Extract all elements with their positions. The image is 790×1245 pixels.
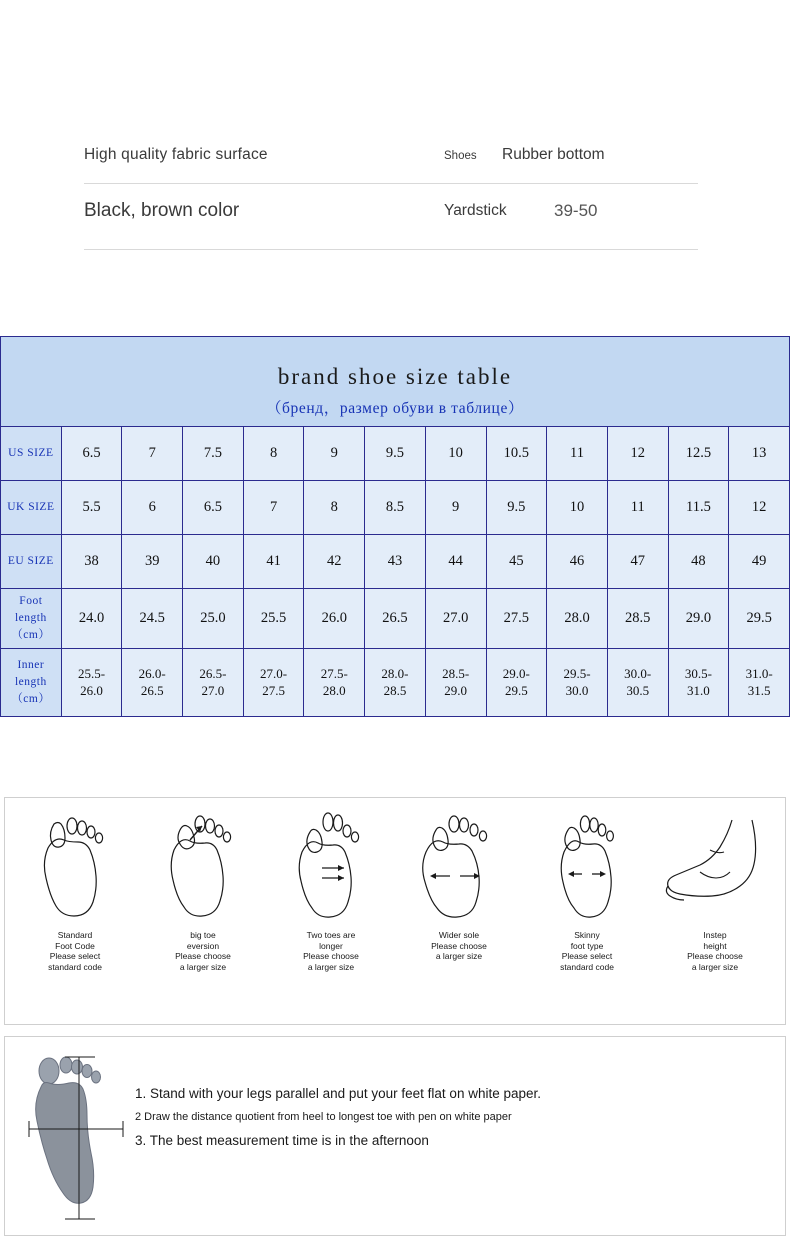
- cell-uk-8: 9.5: [486, 481, 547, 535]
- row-label-uk-size: UK SIZE: [1, 481, 62, 535]
- table-row: [1, 535, 790, 589]
- foot-type-title: Standard Foot Code: [55, 930, 95, 951]
- cell-inner-10: 30.0- 30.5: [607, 649, 668, 717]
- cell-eu-10: 47: [607, 535, 668, 589]
- foot-type-title: big toe eversion: [186, 930, 220, 951]
- cell-eu-9: 46: [547, 535, 608, 589]
- measurement-steps: [135, 1085, 765, 1150]
- row-label-inner-length-unit: （cm）: [11, 693, 51, 706]
- cell-uk-7: 9: [425, 481, 486, 535]
- table-row: [1, 589, 790, 649]
- cell-us-4: 8: [243, 427, 304, 481]
- cell-us-7: 10: [425, 427, 486, 481]
- measurement-instructions-panel: [4, 1036, 786, 1236]
- foot-type-item-standard: [11, 806, 139, 1020]
- cell-eu-2: 39: [122, 535, 183, 589]
- cell-us-2: 7: [122, 427, 183, 481]
- table-row: [1, 481, 790, 535]
- cell-inner-12: 31.0- 31.5: [729, 649, 790, 717]
- cell-inner-1: 25.5- 26.0: [61, 649, 122, 717]
- cell-uk-4: 7: [243, 481, 304, 535]
- spec-key-yardstick: Yardstick: [444, 202, 507, 219]
- cell-eu-3: 40: [183, 535, 244, 589]
- cell-us-5: 9: [304, 427, 365, 481]
- foot-type-caption: [303, 930, 359, 973]
- cell-foot-5: 26.0: [304, 589, 365, 649]
- cell-inner-6: 28.0- 28.5: [365, 649, 426, 717]
- cell-us-1: 6.5: [61, 427, 122, 481]
- cell-foot-8: 27.5: [486, 589, 547, 649]
- foot-type-caption: [175, 930, 231, 973]
- cell-uk-2: 6: [122, 481, 183, 535]
- cell-foot-11: 29.0: [668, 589, 729, 649]
- foot-type-advice: Please choose a larger size: [303, 951, 359, 972]
- measurement-step-3: 3. The best measurement time is in the afternoon: [135, 1133, 429, 1149]
- row-label-foot-length-text: Foot length: [14, 594, 47, 624]
- cell-us-8: 10.5: [486, 427, 547, 481]
- cell-uk-10: 11: [607, 481, 668, 535]
- foot-type-advice: Please select standard code: [48, 951, 102, 972]
- cell-us-12: 13: [729, 427, 790, 481]
- foot-type-item-skinny: [523, 806, 651, 1020]
- foot-wide-sole-icon: [416, 806, 502, 924]
- cell-foot-4: 25.5: [243, 589, 304, 649]
- cell-eu-8: 45: [486, 535, 547, 589]
- row-label-us-size: US SIZE: [1, 427, 62, 481]
- size-table-title: brand shoe size table: [277, 363, 513, 389]
- size-table-section: [0, 336, 790, 717]
- foot-type-caption: [560, 930, 614, 973]
- cell-inner-5: 27.5- 28.0: [304, 649, 365, 717]
- foot-type-title: Skinny foot type: [570, 930, 604, 951]
- cell-uk-5: 8: [304, 481, 365, 535]
- size-table-header: [1, 337, 790, 427]
- cell-us-3: 7.5: [183, 427, 244, 481]
- cell-uk-6: 8.5: [365, 481, 426, 535]
- foot-standard-icon: [32, 806, 118, 924]
- spec-row: [84, 184, 698, 250]
- spec-color-label: Black, brown color: [84, 200, 240, 221]
- spec-value-sole: Rubber bottom: [502, 146, 605, 163]
- cell-us-6: 9.5: [365, 427, 426, 481]
- foot-type-item-instep-height: [651, 806, 779, 1020]
- cell-eu-4: 41: [243, 535, 304, 589]
- cell-uk-3: 6.5: [183, 481, 244, 535]
- row-label-inner-length-text: Inner length: [14, 658, 47, 688]
- foot-type-caption: [687, 930, 743, 973]
- foot-type-item-long-toes: [267, 806, 395, 1020]
- cell-foot-6: 26.5: [365, 589, 426, 649]
- foot-type-caption: [48, 930, 102, 973]
- spec-material-label: High quality fabric surface: [84, 146, 268, 163]
- cell-us-11: 12.5: [668, 427, 729, 481]
- foot-type-advice: Please choose a larger size: [431, 940, 487, 962]
- foot-type-title: Instep height: [703, 930, 727, 951]
- foot-type-title: Two toes are longer: [306, 930, 356, 951]
- foot-type-advice: Please choose a larger size: [687, 951, 743, 972]
- foot-type-advice: Please select standard code: [560, 951, 614, 972]
- foot-type-caption: [431, 930, 487, 962]
- cell-inner-11: 30.5- 31.0: [668, 649, 729, 717]
- cell-inner-3: 26.5- 27.0: [183, 649, 244, 717]
- cell-foot-9: 28.0: [547, 589, 608, 649]
- measurement-step-1: 1. Stand with your legs parallel and put your feet flat on white paper.: [135, 1086, 542, 1101]
- row-label-eu-size: EU SIZE: [1, 535, 62, 589]
- size-table: [0, 336, 790, 717]
- cell-foot-12: 29.5: [729, 589, 790, 649]
- cell-foot-7: 27.0: [425, 589, 486, 649]
- foot-instep-height-icon: [660, 806, 770, 924]
- foot-type-item-wide-sole: [395, 806, 523, 1020]
- cell-foot-3: 25.0: [183, 589, 244, 649]
- cell-inner-8: 29.0- 29.5: [486, 649, 547, 717]
- foot-type-advice: Please choose a larger size: [175, 951, 231, 972]
- size-table-subtitle: （бренд，размер обуви в таблице）: [265, 399, 525, 417]
- foot-big-toe-eversion-icon: [160, 806, 246, 924]
- cell-eu-6: 43: [365, 535, 426, 589]
- table-row: [1, 649, 790, 717]
- foot-skinny-icon: [544, 806, 630, 924]
- cell-inner-7: 28.5- 29.0: [425, 649, 486, 717]
- foot-long-toes-icon: [288, 806, 374, 924]
- cell-uk-1: 5.5: [61, 481, 122, 535]
- foot-type-panel: [4, 797, 786, 1025]
- row-label-foot-length-unit: （cm）: [11, 629, 51, 642]
- foot-type-item-big-toe-eversion: [139, 806, 267, 1020]
- spec-row: [84, 132, 698, 184]
- cell-uk-11: 11.5: [668, 481, 729, 535]
- row-label-inner-length: [1, 649, 62, 717]
- cell-us-10: 12: [607, 427, 668, 481]
- cell-eu-12: 49: [729, 535, 790, 589]
- cell-eu-1: 38: [61, 535, 122, 589]
- cell-foot-10: 28.5: [607, 589, 668, 649]
- spec-value-size-range: 39-50: [554, 201, 598, 220]
- spec-key-shoes: Shoes: [444, 150, 477, 162]
- cell-foot-1: 24.0: [61, 589, 122, 649]
- cell-eu-11: 48: [668, 535, 729, 589]
- measurement-step-2: 2 Draw the distance quotient from heel to longest toe with pen on white paper: [135, 1111, 512, 1124]
- cell-eu-7: 44: [425, 535, 486, 589]
- cell-uk-9: 10: [547, 481, 608, 535]
- cell-inner-4: 27.0- 27.5: [243, 649, 304, 717]
- cell-inner-9: 29.5- 30.0: [547, 649, 608, 717]
- specs-block: [84, 132, 698, 250]
- foot-type-title: Wider sole: [438, 930, 480, 940]
- row-label-foot-length: [1, 589, 62, 649]
- cell-inner-2: 26.0- 26.5: [122, 649, 183, 717]
- cell-eu-5: 42: [304, 535, 365, 589]
- table-row: [1, 427, 790, 481]
- cell-us-9: 11: [547, 427, 608, 481]
- cell-uk-12: 12: [729, 481, 790, 535]
- cell-foot-2: 24.5: [122, 589, 183, 649]
- foot-measure-diagram-icon: [19, 1051, 129, 1223]
